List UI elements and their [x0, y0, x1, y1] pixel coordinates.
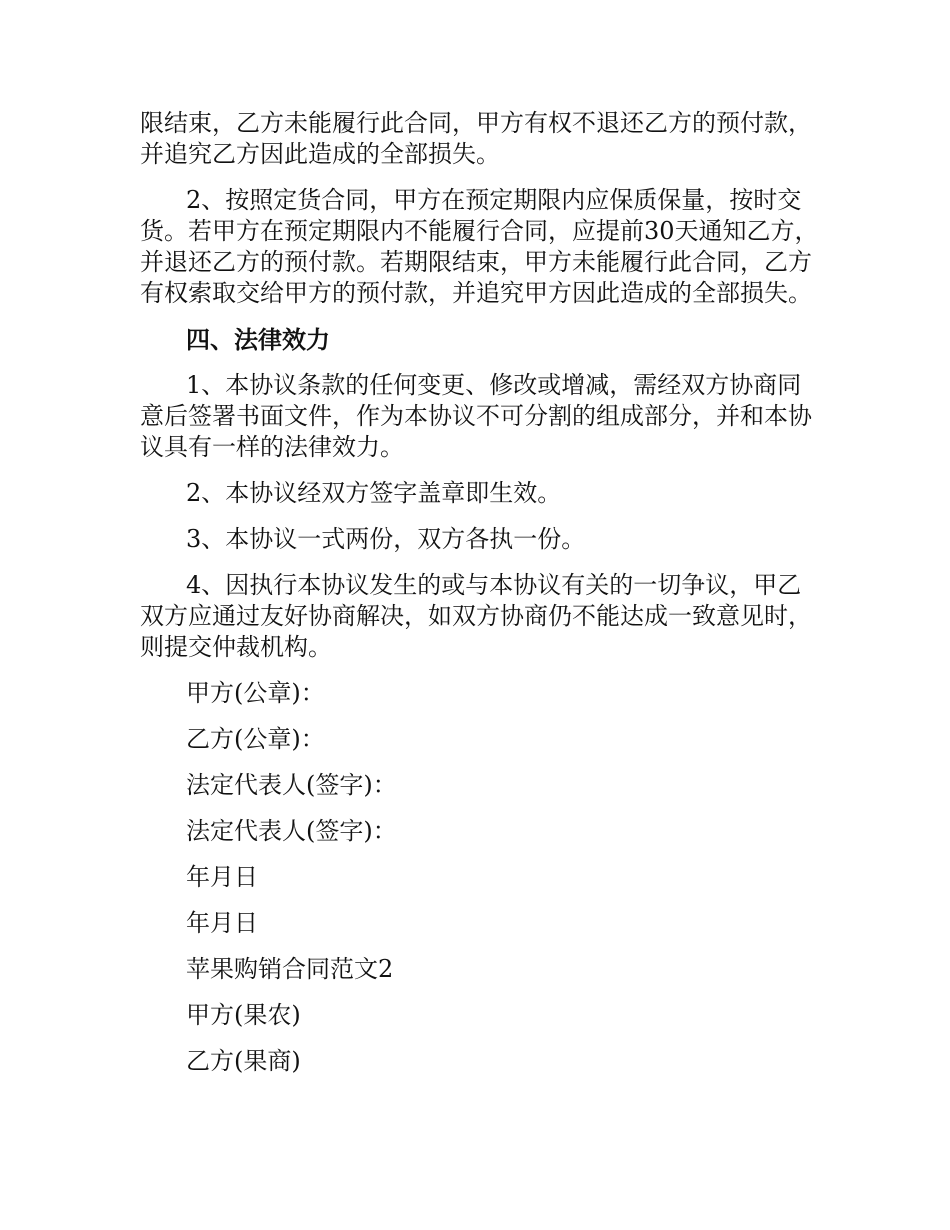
section-heading-legal-effect: 四、法律效力 — [186, 325, 330, 354]
document-title-sample-2: 苹果购销合同范文2 — [186, 955, 394, 983]
document-page — [140, 108, 820, 1077]
party-a-label: 甲方(果农) — [186, 1001, 301, 1029]
paragraph-continuation-refund-clause: 限结束，乙方未能履行此合同，甲方有权不退还乙方的预付款，并追究乙方因此造成的全部损失。 — [140, 109, 812, 168]
paragraph-clause-1-amendments: 1、本协议条款的任何变更、修改或增减，需经双方协商同意后签署书面文件，作为本协议不可分割的组成部分，并和本协议具有一样的法律效力。 — [140, 371, 812, 461]
signature-legal-rep-a: 法定代表人(签字)： — [186, 771, 397, 799]
signature-party-b-seal: 乙方(公章)： — [186, 725, 325, 753]
paragraph-clause-4-disputes: 4、因执行本协议发生的或与本协议有关的一切争议，甲乙双方应通过友好协商解决，如双方协商仍不能达成一致意见时，则提交仲裁机构。 — [140, 571, 812, 661]
date-line-b: 年月日 — [186, 909, 258, 937]
signature-legal-rep-b: 法定代表人(签字)： — [186, 817, 397, 845]
paragraph-clause-2-effective: 2、本协议经双方签字盖章即生效。 — [186, 479, 562, 507]
date-line-a: 年月日 — [186, 863, 258, 891]
paragraph-clause-2-delivery: 2、按照定货合同，甲方在预定期限内应保质保量，按时交货。若甲方在预定期限内不能履行合同，应提前30天通知乙方，并退还乙方的预付款。若期限结束，甲方未能履行此合同，乙方有权索取交给甲方的预付款，并追究甲方因此造成的全部损失。 — [140, 186, 819, 307]
paragraph-clause-3-copies: 3、本协议一式两份，双方各执一份。 — [186, 525, 586, 553]
signature-party-a-seal: 甲方(公章)： — [186, 679, 325, 707]
party-b-label: 乙方(果商) — [186, 1047, 301, 1075]
